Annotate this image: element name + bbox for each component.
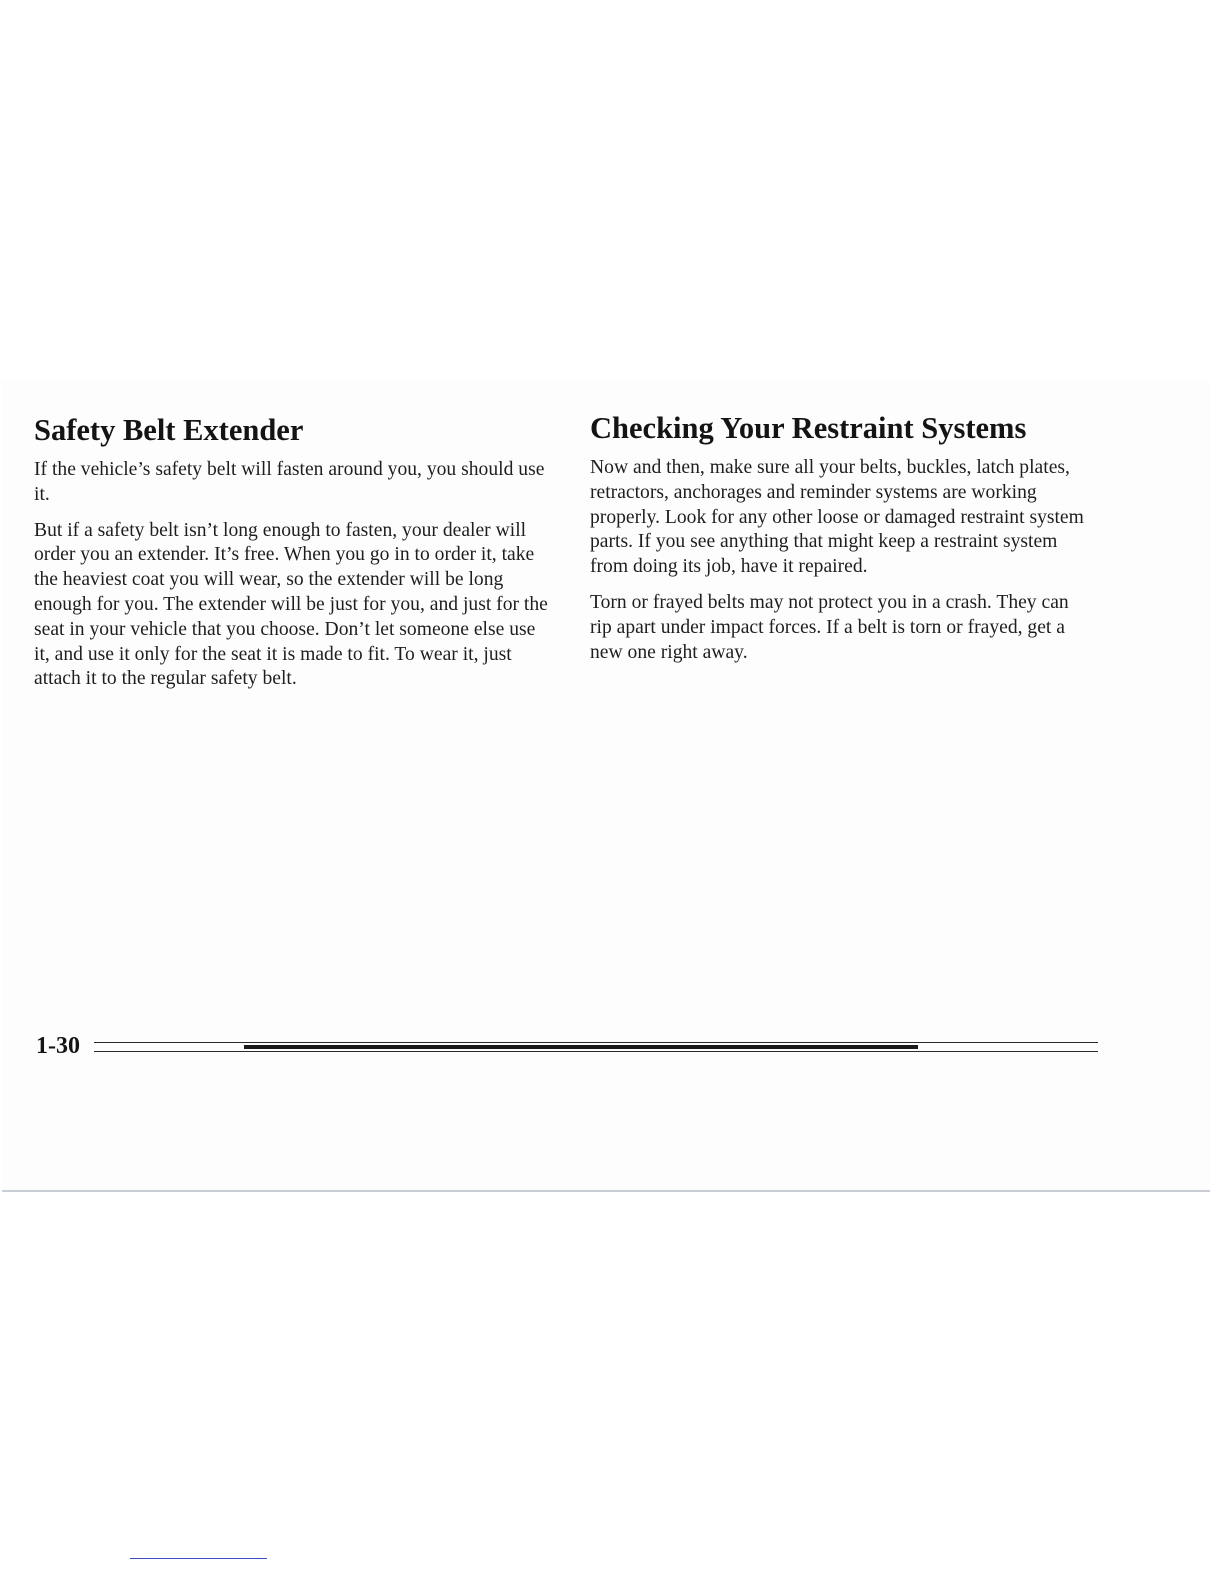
section-heading-safety-belt-extender: Safety Belt Extender xyxy=(34,413,304,447)
footer-rule-top-line xyxy=(94,1042,1098,1043)
manual-page xyxy=(2,380,1210,1192)
checking-restraint-systems-section xyxy=(590,412,1090,676)
page-number: 1-30 xyxy=(36,1033,80,1059)
paragraph: Now and then, make sure all your belts, buckles, latch plates, retractors, anchorages and reminder systems are working properly. Look for any other loose or damaged restraint system parts. If you see anything that might keep a restraint system from doing its job, have it repaired. xyxy=(590,457,1084,578)
footer-rule-thick-line xyxy=(244,1045,918,1049)
paragraph: Torn or frayed belts may not protect you in a crash. They can rip apart under impact forces. If a belt is torn or frayed, get a new one right away. xyxy=(590,591,1069,663)
paragraph: If the vehicle’s safety belt will fasten around you, you should use it. xyxy=(34,459,545,505)
paragraph: But if a safety belt isn’t long enough to fasten, your dealer will order you an extender. It’s free. When you go in to order it, take the heaviest coat you will wear, so the extender will be long enough for you. The extender will be just for you, and just for the seat in your vehicle that you choose. Don’t let someone else use it, and use it only for the seat it is made to fit. To wear it, just attach it to the regular safety belt. xyxy=(34,519,548,690)
safety-belt-extender-section xyxy=(34,412,550,703)
bottom-underline-mark xyxy=(130,1558,267,1559)
footer-rule-bottom-line xyxy=(94,1051,1098,1052)
section-heading-checking-restraint-systems: Checking Your Restraint Systems xyxy=(590,411,1027,445)
footer-rule xyxy=(94,1042,1098,1052)
